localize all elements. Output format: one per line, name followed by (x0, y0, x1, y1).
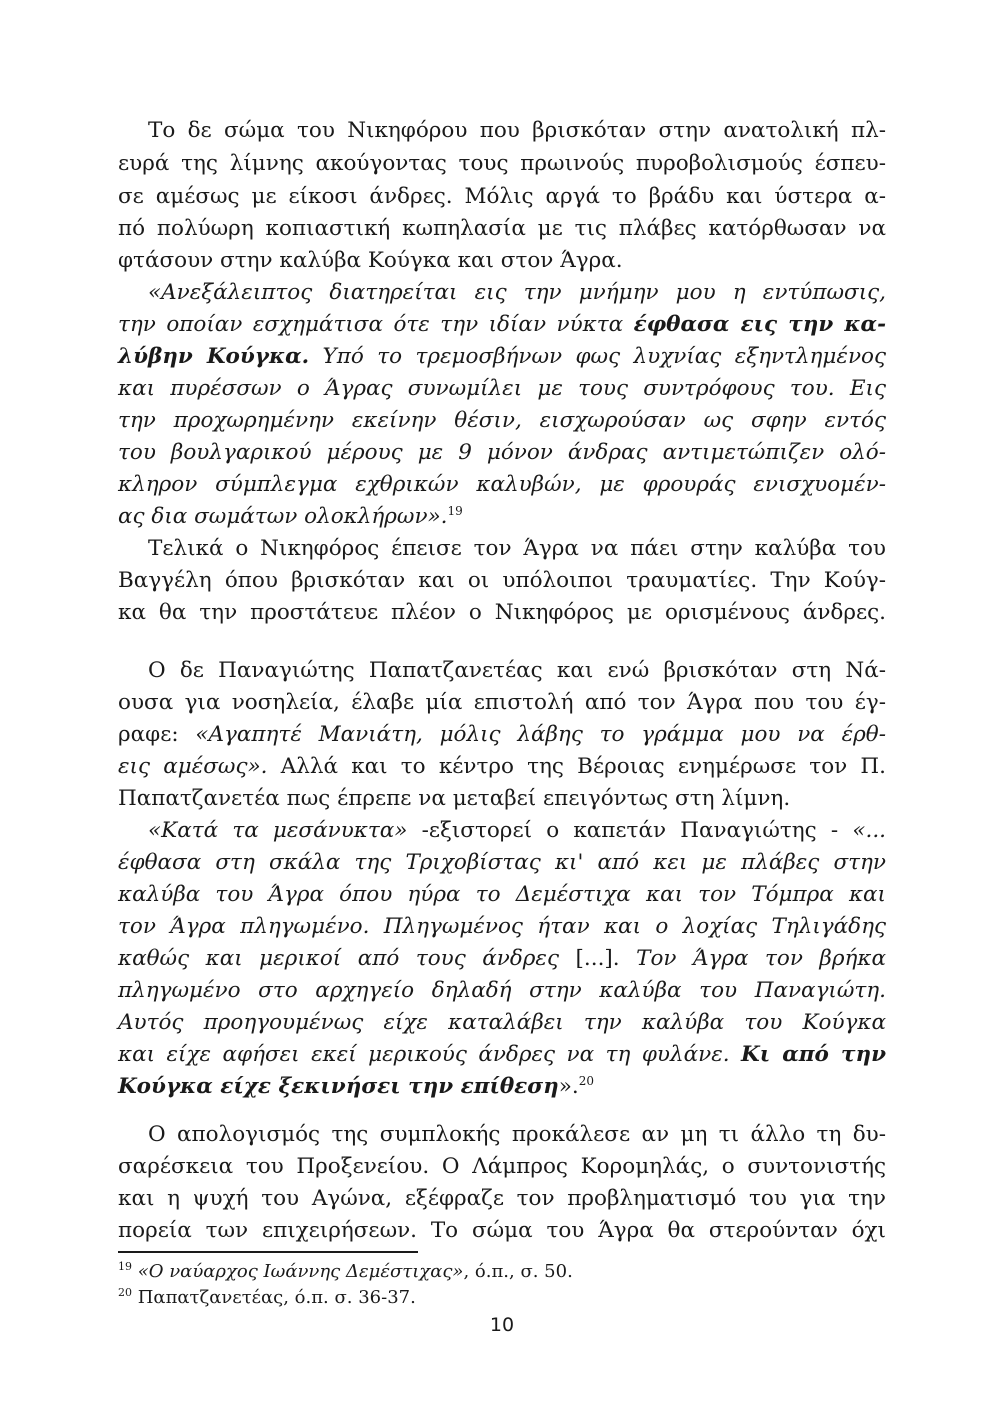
text-line (118, 944, 886, 974)
text-line (118, 752, 886, 782)
text-line (118, 720, 886, 750)
footnote-italic: «Ο ναύαρχος Ιωάννης Δεμέστιχας» (137, 1261, 464, 1282)
text-line: κα θα την προστάτευε πλέον ο Νικηφόρος με ορισμένους άνδρες. (118, 600, 886, 625)
footnote-19 (118, 1260, 573, 1284)
text-line: Παπατζανετέα πως έπρεπε να μεταβεί επειγόντως στη λίμνη. (118, 786, 791, 811)
footnote-20 (118, 1286, 416, 1310)
text-line: Βαγγέλη όπου βρισκόταν και οι υπόλοιποι τραυματίες. Την Κούγ- (118, 568, 886, 593)
text-line (118, 502, 886, 532)
footnote-number: 19 (118, 1260, 132, 1273)
text-run: -εξιστορεί ο καπετάν Παναγιώτης - (407, 818, 853, 843)
text-run: [...]. (575, 946, 620, 971)
italic-run: «Κατά τα μεσάνυκτα» (148, 818, 408, 843)
text-line: την προχωρημένην εκείνην θέσιν, εισχωρούσαν ως σφην εντός (118, 408, 886, 433)
text-line: καλύβα του Άγρα όπου ηύρα το Δεμέστιχα και τον Τόμπρα και (118, 882, 886, 907)
text-line: του βουλγαρικού μέρους με 9 μόνον άνδρας αντιμετώπιζεν ολό- (118, 440, 886, 465)
bold-run: έφθασα εις την κα- (633, 312, 886, 337)
page-number: 10 (489, 1314, 515, 1336)
text-run: ας δια σωμάτων ολοκλήρων». (118, 504, 448, 529)
text-line: κληρον σύμπλεγμα εχθρικών καλυβών, με φρουράς ενισχυομέν- (118, 472, 886, 497)
text-line: πό πολύωρη κοπιαστική κωπηλασία με τις πλάβες κατόρθωσαν να (118, 216, 886, 241)
text-line: και πυρέσσων ο Άγρας συνωμίλει με τους συντρόφους του. Εις (118, 376, 886, 401)
text-line: ευρά της λίμνης ακούγοντας τους πρωινούς πυροβολισμούς έσπευ- (118, 151, 886, 176)
bold-italic-run: Κούγκα είχε ξεκινήσει την επίθεση (118, 1074, 559, 1099)
text-line: σε αμέσως με είκοσι άνδρες. Μόλις αργά το βράδυ και ύστερα α- (118, 184, 886, 209)
text-line: Ο απολογισμός της συμπλοκής προκάλεσε αν μη τι άλλο τη δυ- (148, 1122, 886, 1147)
text-run: και είχε αφήσει εκεί μερικούς άνδρες να τη φυλάνε. (118, 1042, 742, 1067)
text-line: Τελικά ο Νικηφόρος έπεισε τον Άγρα να πάει στην καλύβα του (148, 536, 886, 561)
text-run: Αλλά και το κέντρο της Βέροιας ενημέρωσε τον Π. (267, 754, 886, 779)
text-line: πληγωμένο στο αρχηγείο δηλαδή στην καλύβα του Παναγιώτη. (118, 978, 886, 1003)
footnote-text: Παπατζανετέας, ό.π. σ. 36-37. (132, 1287, 416, 1308)
footnote-separator (118, 1251, 418, 1253)
text-line: φτάσουν στην καλύβα Κούγκα και στον Άγρα. (118, 248, 623, 273)
footnote-number: 20 (118, 1286, 132, 1299)
text-line (118, 1040, 886, 1070)
text-line: έφθασα στη σκάλα της Τριχοβίστας κι' από κει με πλάβες στην (118, 850, 886, 875)
text-line: «Ανεξάλειπτος διατηρείται εις την μνήμην μου η εντύπωσις, (148, 280, 886, 305)
italic-run: Τον Άγρα τον βρήκα (619, 946, 886, 971)
text-line: σαρέσκεια του Προξενείου. Ο Λάμπρος Κορομηλάς, ο συντονιστής (118, 1154, 886, 1179)
footnote-text: , ό.π., σ. 50. (463, 1261, 573, 1282)
text-line: τον Άγρα πληγωμένο. Πληγωμένος ήταν και ο λοχίας Τηλιγάδης (118, 914, 886, 939)
text-line: ουσα για νοσηλεία, έλαβε μία επιστολή από τον Άγρα που του έγ- (118, 690, 886, 715)
italic-run: «... (852, 818, 886, 843)
footnote-ref[interactable]: 19 (447, 504, 463, 518)
italic-run: εις αμέσως». (118, 754, 268, 779)
text-line: και η ψυχή του Αγώνα, εξέφραζε τον προβληματισμό του για την (118, 1186, 886, 1211)
italic-run: «Αγαπητέ Μανιάτη, μόλις λάβης το γράμμα μου να έρθ- (195, 722, 886, 747)
text-line (148, 816, 886, 846)
bold-run: λύβην Κούγκα. (118, 344, 310, 369)
text-line: Αυτός προηγουμένως είχε καταλάβει την καλύβα του Κούγκα (118, 1010, 886, 1035)
text-line (118, 342, 886, 372)
text-line (118, 1072, 886, 1102)
text-run: ραφε: (118, 722, 196, 747)
italic-run: καθώς και μερικοί από τους άνδρες (118, 946, 576, 971)
text-run: ». (558, 1074, 579, 1099)
text-run: την οποίαν εσχημάτισα ότε την ιδίαν νύκτα (118, 312, 634, 337)
text-line: πορεία των επιχειρήσεων. Το σώμα του Άγρα θα στερούνταν όχι (118, 1218, 886, 1243)
text-line: Το δε σώμα του Νικηφόρου που βρισκόταν στην ανατολική πλ- (148, 118, 886, 143)
footnote-ref[interactable]: 20 (578, 1074, 595, 1088)
text-run: Υπό το τρεμοσβήνων φως λυχνίας εξηντλημένος (309, 344, 886, 369)
text-line: Ο δε Παναγιώτης Παπατζανετέας και ενώ βρισκόταν στη Νά- (148, 658, 886, 683)
bold-run: Κι από την (741, 1042, 886, 1067)
text-line (118, 310, 886, 340)
